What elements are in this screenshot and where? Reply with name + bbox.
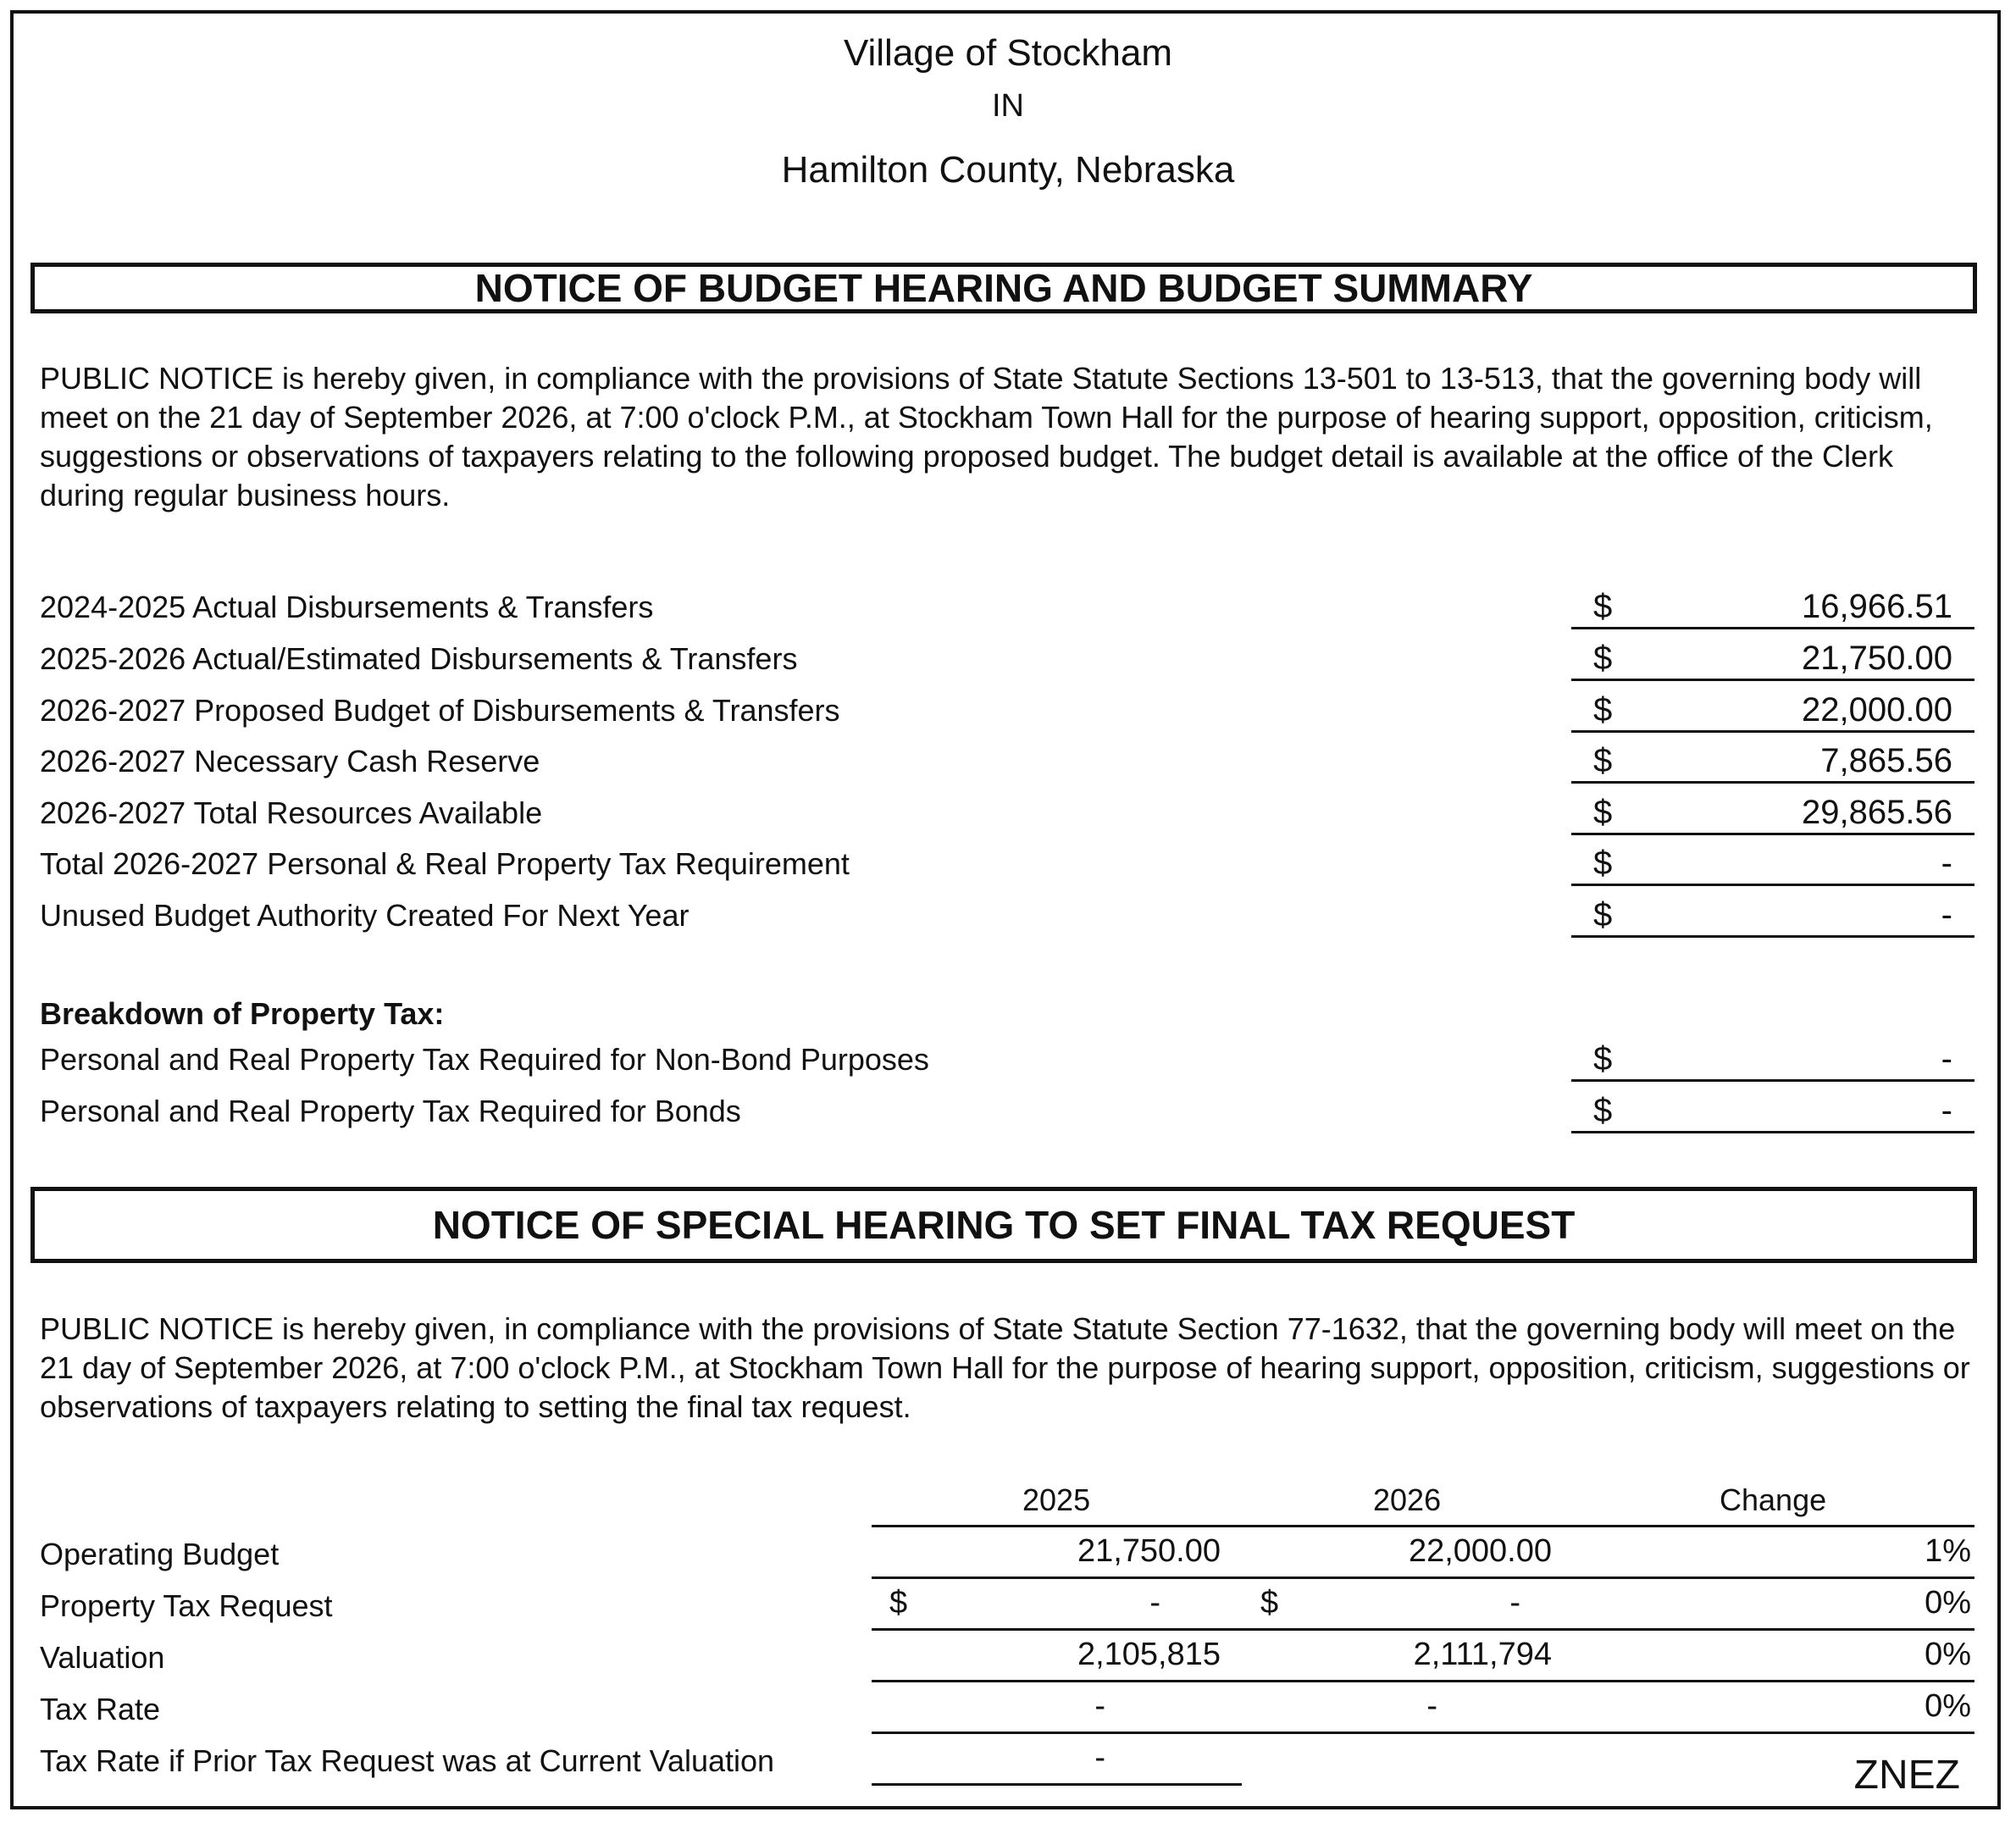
budget-summary-row (40, 588, 1974, 637)
tax-request-row (0, 1635, 2016, 1686)
row-label: Total 2026-2027 Personal & Real Property Tax Requirement (40, 846, 850, 881)
row-label: Tax Rate if Prior Tax Request was at Current Valuation (40, 1743, 775, 1778)
currency-symbol-2025: $ (889, 1585, 908, 1621)
row-rule (872, 1628, 1974, 1631)
row-label: Personal and Real Property Tax Required for Non-Bond Purposes (40, 1042, 929, 1077)
row-rule (872, 1576, 1974, 1579)
budget-summary-row (40, 742, 1974, 791)
row-label: 2025-2026 Actual/Estimated Disbursements & Transfers (40, 641, 798, 676)
currency-symbol-2026: $ (1260, 1585, 1279, 1621)
footer-code: ZNEZ (1853, 1753, 1960, 1798)
currency-symbol: $ (1593, 588, 1613, 625)
underline (1571, 679, 1974, 681)
tax-request-row (0, 1738, 2016, 1789)
entity-in: IN (992, 88, 1024, 124)
row-label: Unused Budget Authority Created For Next Year (40, 898, 690, 933)
row-amount: - (1941, 845, 1952, 882)
underline (1571, 884, 1974, 886)
row-label: 2026-2027 Total Resources Available (40, 795, 543, 830)
row-label: Valuation (40, 1640, 165, 1675)
underline (1571, 1131, 1974, 1133)
value-change: 1% (1925, 1533, 1971, 1569)
currency-symbol: $ (1593, 845, 1613, 882)
row-label: Tax Rate (40, 1692, 161, 1726)
underline (1571, 730, 1974, 733)
tax-request-notice-title: NOTICE OF SPECIAL HEARING TO SET FINAL TAX REQUEST (30, 1187, 1977, 1263)
entity-name: Village of Stockham (843, 32, 1173, 74)
row-amount: - (1941, 896, 1952, 934)
row-amount: 16,966.51 (1802, 588, 1952, 625)
row-label: Property Tax Request (40, 1588, 333, 1623)
column-header-2026: 2026 (1373, 1482, 1442, 1517)
budget-summary-row (40, 896, 1974, 945)
row-label: 2026-2027 Proposed Budget of Disbursements & Transfers (40, 693, 840, 728)
underline (1571, 781, 1974, 784)
breakdown-row (40, 1040, 1974, 1089)
row-amount: - (1941, 1040, 1952, 1078)
row-label: 2026-2027 Necessary Cash Reserve (40, 744, 540, 779)
value-2026: 22,000.00 (1408, 1533, 1552, 1569)
row-rule (872, 1732, 1974, 1734)
row-amount: 29,865.56 (1802, 794, 1952, 831)
table-header-rule (872, 1525, 1974, 1527)
underline (1571, 833, 1974, 835)
row-label: Operating Budget (40, 1537, 280, 1571)
value-2026: - (1509, 1585, 1520, 1621)
value-2025: - (1094, 1688, 1105, 1724)
row-rule (872, 1783, 1242, 1786)
tax-request-row (0, 1687, 2016, 1737)
currency-symbol: $ (1593, 640, 1613, 677)
currency-symbol: $ (1593, 691, 1613, 729)
value-change: 0% (1925, 1637, 1971, 1672)
value-2025: - (1149, 1585, 1160, 1621)
currency-symbol: $ (1593, 794, 1613, 831)
currency-symbol: $ (1593, 742, 1613, 779)
column-header-change: Change (1720, 1482, 1827, 1517)
row-amount: 7,865.56 (1820, 742, 1952, 779)
row-label: Personal and Real Property Tax Required for Bonds (40, 1094, 741, 1128)
tax-request-row (0, 1532, 2016, 1582)
budget-notice-paragraph: PUBLIC NOTICE is hereby given, in compliance with the provisions of State Statute Sections 13-501 to 13-513, that the governing body will meet on the 21 day of September 2026, at 7:00 o'clock P.M., at Stockham Town Hall for the purpose of hearing support, opposition, criticism, suggestions or observations of taxpayers relating to the following proposed budget. The budget detail is available at the office of the Clerk during regular business hours. (40, 361, 1933, 513)
row-amount: 22,000.00 (1802, 691, 1952, 729)
value-2026: 2,111,794 (1413, 1637, 1552, 1672)
underline (1571, 627, 1974, 629)
budget-notice-title: NOTICE OF BUDGET HEARING AND BUDGET SUMMARY (30, 263, 1977, 313)
breakdown-row (40, 1092, 1974, 1141)
value-2025: 2,105,815 (1077, 1637, 1221, 1672)
value-2025: 21,750.00 (1077, 1533, 1221, 1569)
column-header-2025: 2025 (1022, 1482, 1091, 1517)
underline (1571, 935, 1974, 938)
row-rule (872, 1680, 1974, 1682)
value-2026: - (1426, 1688, 1437, 1724)
budget-summary-row (40, 691, 1974, 740)
county-name: Hamilton County, Nebraska (781, 149, 1235, 191)
budget-summary-row (40, 640, 1974, 689)
currency-symbol: $ (1593, 1040, 1613, 1078)
value-change: 0% (1925, 1688, 1971, 1724)
underline (1571, 1079, 1974, 1082)
budget-summary-row (40, 845, 1974, 894)
row-amount: - (1941, 1092, 1952, 1129)
row-label: 2024-2025 Actual Disbursements & Transfers (40, 590, 654, 624)
value-2025: - (1094, 1740, 1105, 1776)
budget-summary-row (40, 794, 1974, 843)
tax-request-row (0, 1583, 2016, 1634)
currency-symbol: $ (1593, 896, 1613, 934)
value-change: 0% (1925, 1585, 1971, 1621)
row-amount: 21,750.00 (1802, 640, 1952, 677)
currency-symbol: $ (1593, 1092, 1613, 1129)
breakdown-heading: Breakdown of Property Tax: (40, 996, 445, 1031)
tax-request-notice-paragraph: PUBLIC NOTICE is hereby given, in compliance with the provisions of State Statute Section 77-1632, that the governing body will meet on the 21 day of September 2026, at 7:00 o'clock P.M., at Stockham Town Hall for the purpose of hearing support, opposition, criticism, suggestions or observations of taxpayers relating to setting the final tax request. (40, 1311, 1970, 1424)
